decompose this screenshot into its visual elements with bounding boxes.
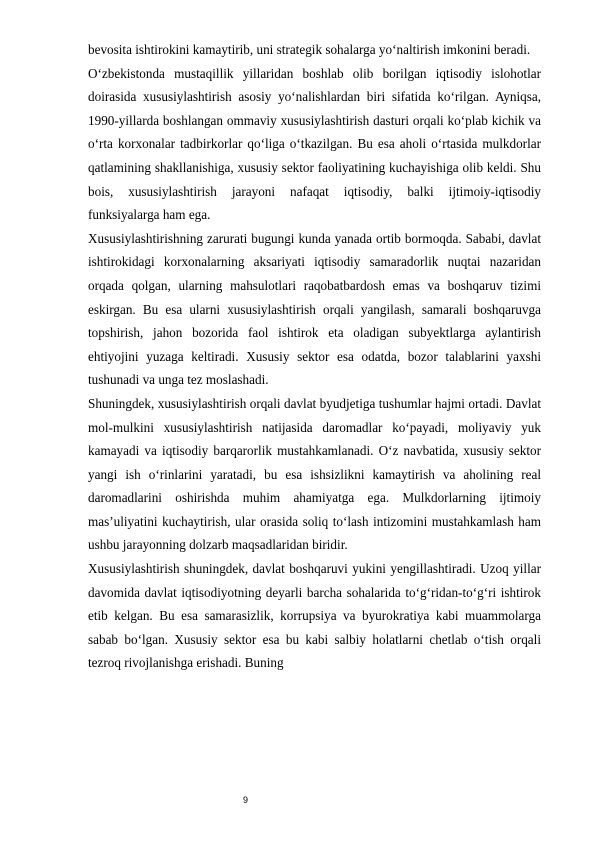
body-text	[88, 38, 541, 675]
paragraph-5: Xususiylashtirish shuningdek, davlat boshqaruvi yukini yengillashtiradi. Uzoq yillar davomida davlat iqtisodiyotning deyarli barcha sohalarida to‘g‘ridan-to‘g‘ri ishtirok etib kelgan. Bu esa samarasizlik, korrupsiya va byurokratiya kabi muammolarga sabab bo‘lgan. Xususiy sektor esa bu kabi salbiy holatlarni chetlab o‘tish orqali tezroq rivojlanishga erishadi. Buning	[88, 561, 541, 671]
paragraph-4: Shuningdek, xususiylashtirish orqali davlat byudjetiga tushumlar hajmi ortadi. Davlat mol-mulkini xususiylashtirish natijasida daromadlar ko‘payadi, moliyaviy yuk kamayadi va iqtisodiy barqarorlik mustahkamlanadi. O‘z navbatida, xususiy sektor yangi ish o‘rinlarini yaratadi, bu esa ishsizlikni kamaytirish va aholining real daromadlarini oshirishda muhim ahamiyatga ega. Mulkdorlarning ijtimoiy mas’uliyatini kuchaytirish, ular orasida soliq to‘lash intizomini mustahkamlash ham ushbu jarayonning dolzarb maqsadlaridan biridir.	[88, 395, 541, 553]
paragraph-3: Xususiylashtirishning zarurati bugungi kunda yanada ortib bormoqda. Sababi, davlat ishtirokidagi korxonalarning aksariyati iqtisodiy samaradorlik nuqtai nazaridan orqada qolgan, ularning mahsulotlari raqobatbardosh emas va boshqaruv tizimi eskirgan. Bu esa ularni xususiylashtirish orqali yangilash, samarali boshqaruvga topshirish, jahon bozorida faol ishtirok eta oladigan subyektlarga aylantirish ehtiyojini yuzaga keltiradi. Xususiy sektor esa odatda, bozor talablarini yaxshi tushunadi va unga tez moslashadi.	[88, 230, 541, 388]
page-number: 9	[243, 795, 249, 805]
paragraph-2: O‘zbekistonda mustaqillik yillaridan boshlab olib borilgan iqtisodiy islohotlar doirasida xususiylashtirish asosiy yo‘nalishlardan biri sifatida ko‘rilgan. Ayniqsa, 1990-yillarda boshlangan ommaviy xususiylashtirish dasturi orqali ko‘plab kichik va o‘rta korxonalar tadbirkorlar qo‘liga o‘tkazilgan. Bu esa aholi o‘rtasida mulkdorlar qatlamining shakllanishiga, xususiy sektor faoliyatining kuchayishiga olib keldi. Shu bois, xususiylashtirish jarayoni nafaqat iqtisodiy, balki ijtimoiy-iqtisodiy funksiyalarga ham ega.	[88, 65, 541, 223]
paragraph-1: bevosita ishtirokini kamaytirib, uni strategik sohalarga yo‘naltirish imkonini beradi.	[88, 42, 531, 57]
